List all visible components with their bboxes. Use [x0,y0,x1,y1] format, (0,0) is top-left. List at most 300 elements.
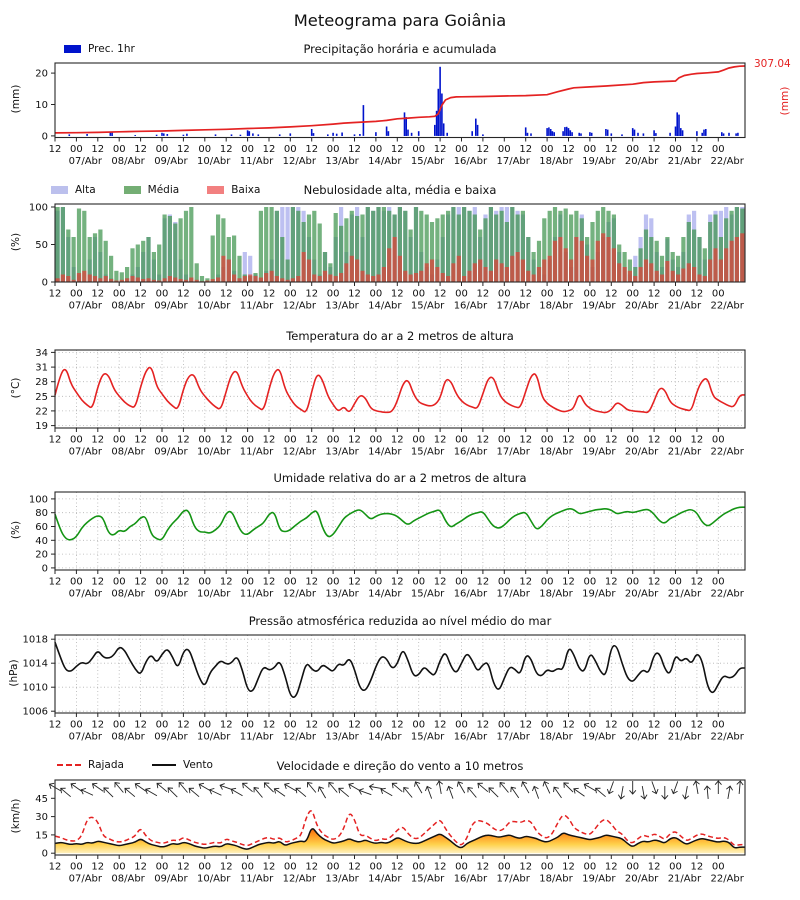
tick-label: 12 [48,288,62,300]
day-label: 18/Abr [539,873,573,885]
tick-label: 15 [35,830,48,842]
legend-label: Alta [75,184,96,196]
humidity-xticks [49,570,745,600]
tick-label: 12 [91,719,105,731]
tick-label: 00 [540,861,554,873]
day-label: 07/Abr [68,873,103,885]
tick-label: 00 [198,719,212,731]
tick-label: 12 [348,144,361,155]
tick-label: 00 [669,861,682,873]
pressure-ylabel: (hPa) [8,659,20,687]
tick-label: 12 [647,434,661,446]
tick-label: 00 [112,861,126,873]
temperature-xticks [49,428,745,458]
day-label: 08/Abr [111,156,145,167]
tick-label: 12 [390,719,404,731]
tick-label: 00 [540,719,554,731]
tick-label: 12 [348,288,361,300]
tick-label: 00 [241,861,254,873]
day-label: 10/Abr [196,731,231,743]
day-label: 07/Abr [68,446,103,458]
day-label: 15/Abr [410,156,445,167]
tick-label: 00 [583,719,597,731]
tick-label: 12 [91,434,105,446]
day-label: 12/Abr [282,446,317,458]
tick-label: 00 [455,576,468,588]
wind-speed-area [55,829,745,853]
cloudiness-legend [51,184,288,196]
day-label: 18/Abr [539,446,573,458]
tick-label: 00 [497,861,511,873]
tick-label: 00 [626,719,640,731]
page-title: Meteograma para Goiânia [293,11,507,30]
tick-label: 12 [476,719,490,731]
day-label: 10/Abr [196,300,231,312]
tick-label: 00 [412,434,426,446]
tick-label: 12 [305,434,319,446]
tick-label: 12 [177,144,190,155]
tick-label: 12 [134,434,147,446]
day-label: 07/Abr [68,156,103,167]
tick-label: 12 [348,861,361,873]
humidity-title: Umidade relativa do ar a 2 metros de altura [273,471,527,485]
tick-label: 00 [283,576,297,588]
tick-label: 12 [562,861,575,873]
tick-label: 12 [690,861,704,873]
tick-label: 00 [669,144,682,155]
tick-label: 12 [134,288,147,300]
tick-label: 12 [690,719,704,731]
day-label: 14/Abr [368,731,402,743]
legend-item [207,184,260,196]
pressure-line [55,642,745,697]
tick-label: 12 [690,434,704,446]
tick-label: 00 [112,719,126,731]
day-label: 20/Abr [624,156,659,167]
precipitation-xticks [49,138,745,168]
tick-label: 12 [177,288,190,300]
day-label: 11/Abr [239,731,274,743]
tick-label: 12 [91,861,105,873]
day-label: 11/Abr [239,156,274,167]
tick-label: 12 [305,144,319,155]
tick-label: 00 [711,144,725,155]
baixa-swatch [207,186,224,194]
tick-label: 00 [326,576,340,588]
tick-label: 50 [35,240,48,251]
tick-label: 28 [35,377,48,389]
tick-label: 12 [177,861,190,873]
day-label: 10/Abr [196,156,231,167]
day-label: 21/Abr [667,300,702,312]
tick-label: 0 [41,277,48,289]
tick-label: 100 [28,494,48,506]
tick-label: 12 [262,576,276,588]
tick-label: 00 [369,434,383,446]
day-label: 22/Abr [710,156,744,167]
day-label: 17/Abr [496,156,530,167]
day-label: 09/Abr [154,156,188,167]
tick-label: 12 [305,861,319,873]
tick-label: 00 [497,144,511,155]
tick-label: 00 [412,144,426,155]
tick-label: 00 [369,719,383,731]
tick-label: 12 [262,144,276,155]
tick-label: 12 [433,288,447,300]
tick-label: 12 [177,434,190,446]
tick-label: 12 [562,576,575,588]
tick-label: 12 [647,144,661,155]
tick-label: 12 [647,288,661,300]
tick-label: 12 [348,576,361,588]
tick-label: 00 [198,576,212,588]
tick-label: 1006 [22,706,48,718]
pressure-marks [23,635,745,743]
tick-label: 00 [669,288,682,300]
tick-label: 00 [626,434,640,446]
legend-label: Vento [182,759,213,771]
tick-label: 00 [70,434,83,446]
day-label: 09/Abr [154,588,188,600]
tick-label: 12 [562,434,575,446]
day-label: 18/Abr [539,300,573,312]
tick-label: 12 [219,719,233,731]
accumulated-total-label: 307.04 [754,58,791,70]
tick-label: 10 [35,100,48,111]
accumulated-precip-line [55,66,745,133]
tick-label: 00 [626,861,640,873]
day-label: 21/Abr [667,731,702,743]
tick-label: 00 [112,434,126,446]
temperature-ylabel: (°C) [10,377,22,399]
day-label: 08/Abr [111,731,145,743]
tick-label: 12 [177,576,190,588]
humidity-grid [55,492,745,570]
tick-label: 00 [326,288,340,300]
tick-label: 00 [540,576,554,588]
day-label: 13/Abr [325,446,359,458]
tick-label: 12 [519,576,533,588]
legend-label: Prec. 1hr [88,43,135,55]
day-label: 14/Abr [368,300,402,312]
tick-label: 00 [412,719,426,731]
day-label: 13/Abr [325,156,359,167]
tick-label: 12 [305,288,319,300]
vento-line-sample [152,764,176,766]
precip-bars [69,67,739,136]
humidity-yticks [29,494,55,574]
humidity-ylabel: (%) [10,520,22,540]
tick-label: 30 [35,812,48,824]
tick-label: 00 [540,144,554,155]
tick-label: 12 [476,861,490,873]
tick-label: 12 [348,719,361,731]
tick-label: 12 [219,288,233,300]
day-label: 20/Abr [624,300,659,312]
legend-label: Média [147,184,180,196]
tick-label: 00 [70,861,83,873]
tick-label: 00 [711,861,725,873]
humidity-frame [55,492,745,570]
tick-label: 12 [519,288,533,300]
tick-label: 00 [70,719,83,731]
tick-label: 12 [562,144,575,155]
tick-label: 1018 [22,634,48,646]
tick-label: 12 [48,861,62,873]
tick-label: 00 [412,861,426,873]
tick-label: 12 [48,576,62,588]
tick-label: 12 [48,719,62,731]
tick-label: 00 [283,861,297,873]
legend-item [124,184,180,196]
tick-label: 12 [476,576,490,588]
day-label: 22/Abr [710,300,744,312]
tick-label: 00 [283,719,297,731]
day-label: 19/Abr [582,156,616,167]
tick-label: 00 [155,434,169,446]
tick-label: 00 [626,288,640,300]
tick-label: 00 [198,144,212,155]
day-label: 13/Abr [325,588,359,600]
tick-label: 12 [519,719,533,731]
tick-label: 00 [583,288,597,300]
day-label: 07/Abr [68,300,103,312]
tick-label: 00 [626,144,640,155]
tick-label: 00 [540,288,554,300]
day-label: 07/Abr [68,731,103,743]
day-label: 14/Abr [368,873,402,885]
tick-label: 0 [41,563,48,575]
tick-label: 00 [112,288,126,300]
wind-direction-arrows [48,780,744,799]
temperature-yticks [35,348,55,432]
cloudiness-marks [29,203,745,312]
tick-label: 12 [134,719,147,731]
day-label: 22/Abr [710,446,744,458]
tick-label: 00 [497,288,511,300]
media-swatch [124,186,141,194]
wind-ylabel: (km/h) [10,798,22,834]
tick-label: 12 [562,288,575,300]
pressure-title: Pressão atmosférica reduzida ao nível médio do mar [248,614,552,628]
tick-label: 00 [455,434,468,446]
tick-label: 00 [412,576,426,588]
tick-label: 12 [219,576,233,588]
tick-label: 12 [433,719,447,731]
tick-label: 12 [390,144,404,155]
tick-label: 12 [604,861,618,873]
day-label: 16/Abr [453,873,488,885]
tick-label: 00 [669,434,682,446]
tick-label: 00 [326,861,340,873]
wind-yticks [35,794,55,860]
tick-label: 12 [134,144,147,155]
cloudiness-yticks [29,203,55,289]
tick-label: 00 [626,576,640,588]
day-label: 15/Abr [410,731,445,743]
day-label: 20/Abr [624,446,659,458]
tick-label: 45 [35,793,48,805]
temperature-title: Temperatura do ar a 2 metros de altura [286,329,514,343]
legend-label: Rajada [88,759,124,771]
tick-label: 100 [28,202,48,214]
day-label: 22/Abr [710,588,744,600]
day-label: 17/Abr [496,588,530,600]
day-label: 11/Abr [239,446,274,458]
tick-label: 12 [476,288,490,300]
day-label: 17/Abr [496,300,530,312]
tick-label: 00 [241,144,254,155]
tick-label: 00 [711,719,725,731]
tick-label: 12 [647,719,661,731]
tick-label: 00 [112,144,126,155]
day-label: 12/Abr [282,588,317,600]
legend-item [51,184,96,196]
tick-label: 00 [112,576,126,588]
day-label: 16/Abr [453,446,488,458]
prec-1hr-swatch [64,45,81,53]
tick-label: 1014 [22,658,48,670]
tick-label: 12 [604,144,618,155]
day-label: 08/Abr [111,588,145,600]
day-label: 15/Abr [410,873,445,885]
day-label: 07/Abr [68,588,103,600]
day-label: 13/Abr [325,300,359,312]
temperature-line [55,368,745,413]
tick-label: 00 [711,434,725,446]
day-label: 08/Abr [111,446,145,458]
tick-label: 00 [70,144,83,155]
tick-label: 12 [604,576,618,588]
tick-label: 00 [455,144,468,155]
tick-label: 31 [35,362,48,374]
day-label: 21/Abr [667,156,702,167]
tick-label: 00 [369,288,383,300]
day-label: 15/Abr [410,300,445,312]
tick-label: 12 [476,434,490,446]
day-label: 11/Abr [239,300,274,312]
day-label: 14/Abr [368,156,402,167]
tick-label: 00 [497,434,511,446]
tick-label: 00 [241,434,254,446]
tick-label: 12 [519,861,533,873]
pressure-frame [55,635,745,713]
tick-label: 12 [48,144,62,155]
day-label: 17/Abr [496,731,530,743]
day-label: 22/Abr [710,731,744,743]
day-label: 08/Abr [111,300,145,312]
day-label: 22/Abr [710,873,744,885]
tick-label: 00 [369,144,383,155]
tick-label: 00 [241,576,254,588]
pressure-yticks [23,635,55,718]
day-label: 08/Abr [111,873,145,885]
tick-label: 12 [91,288,105,300]
legend-item [64,43,135,55]
tick-label: 12 [690,144,704,155]
day-label: 13/Abr [325,731,359,743]
day-label: 19/Abr [582,588,616,600]
tick-label: 00 [497,576,511,588]
tick-label: 00 [369,861,383,873]
cloudiness-ylabel: (%) [10,232,22,252]
tick-label: 60 [35,522,48,533]
day-label: 15/Abr [410,446,445,458]
tick-label: 12 [305,719,319,731]
day-label: 10/Abr [196,446,231,458]
tick-label: 1010 [22,682,48,694]
tick-label: 12 [48,434,62,446]
rajada-line-sample [57,764,81,766]
tick-label: 12 [91,576,105,588]
tick-label: 12 [219,144,233,155]
cloudiness-xticks [49,282,745,312]
tick-label: 12 [348,434,361,446]
tick-label: 12 [519,434,533,446]
tick-label: 12 [390,434,404,446]
day-label: 09/Abr [154,446,188,458]
tick-label: 00 [241,288,254,300]
day-label: 21/Abr [667,873,702,885]
alta-swatch [51,186,68,194]
tick-label: 12 [390,288,404,300]
tick-label: 00 [497,719,511,731]
tick-label: 00 [70,576,83,588]
day-label: 11/Abr [239,588,274,600]
tick-label: 00 [283,434,297,446]
tick-label: 00 [540,434,554,446]
precipitation-frame [55,63,745,138]
day-label: 16/Abr [453,731,488,743]
tick-label: 00 [669,576,682,588]
day-label: 12/Abr [282,731,317,743]
tick-label: 40 [35,535,48,547]
tick-label: 12 [262,288,276,300]
humidity-line [55,507,745,540]
tick-label: 00 [155,144,169,155]
tick-label: 12 [647,861,661,873]
tick-label: 12 [476,144,490,155]
tick-label: 12 [519,144,533,155]
day-label: 18/Abr [539,156,573,167]
tick-label: 12 [305,576,319,588]
tick-label: 12 [177,719,190,731]
day-label: 12/Abr [282,300,317,312]
tick-label: 12 [604,434,618,446]
wind-title: Velocidade e direção do vento a 10 metros [276,759,524,773]
tick-label: 12 [433,434,447,446]
day-label: 14/Abr [368,588,402,600]
tick-label: 22 [35,406,48,418]
tick-label: 00 [155,861,169,873]
tick-label: 00 [669,719,682,731]
tick-label: 19 [35,421,48,433]
tick-label: 12 [134,861,147,873]
tick-label: 12 [390,576,404,588]
humidity-marks [29,492,745,600]
accumulated-right-ylabel: (mm) [779,86,791,116]
day-label: 21/Abr [667,446,702,458]
precipitation-ylabel: (mm) [10,84,22,114]
day-label: 09/Abr [154,731,188,743]
tick-label: 12 [219,434,233,446]
tick-label: 12 [91,144,105,155]
tick-label: 00 [241,719,254,731]
tick-label: 00 [412,288,426,300]
tick-label: 12 [390,861,404,873]
day-label: 11/Abr [239,873,274,885]
tick-label: 80 [35,508,48,520]
